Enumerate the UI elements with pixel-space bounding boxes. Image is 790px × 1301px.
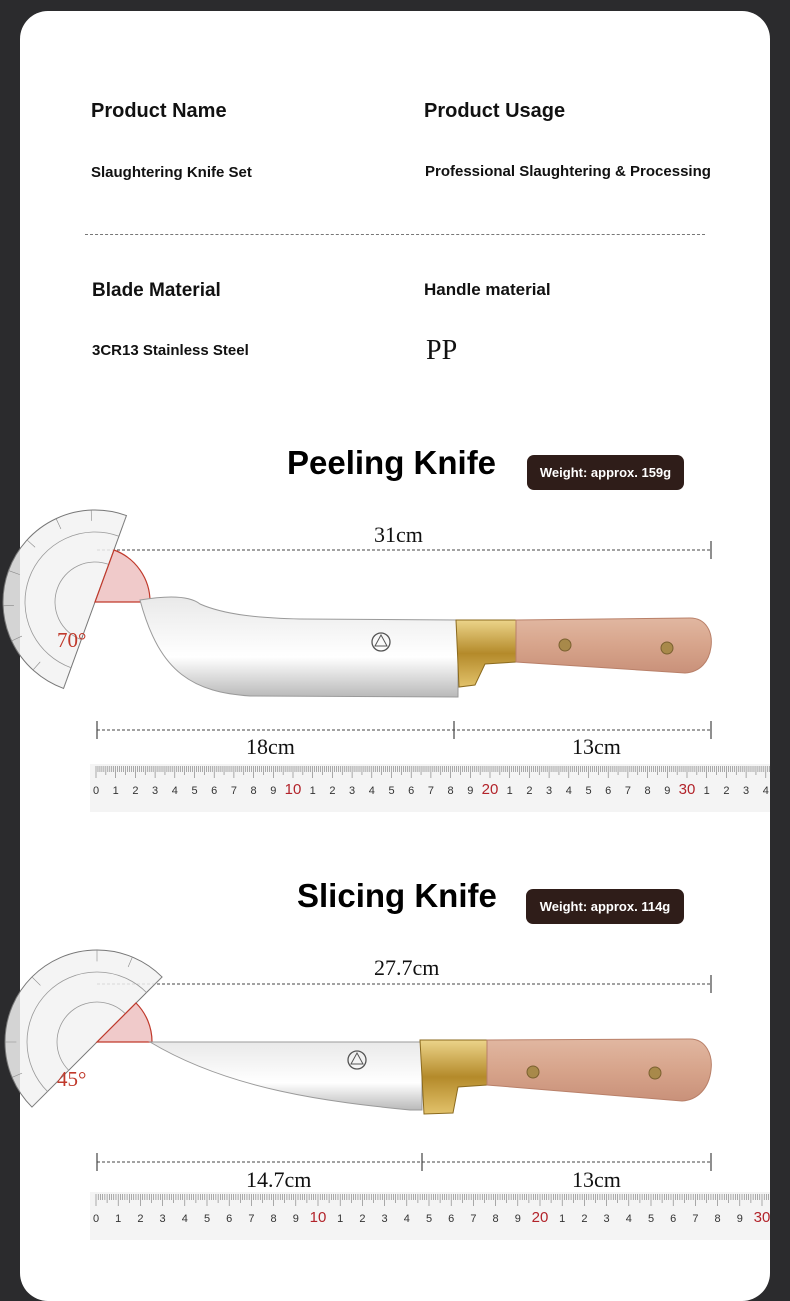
ruler-label: 1 — [115, 1213, 122, 1225]
ruler-label: 5 — [203, 1213, 211, 1225]
rivet-icon — [661, 642, 673, 654]
slicing-bolster — [420, 1040, 487, 1114]
ruler-label: 7 — [692, 1213, 699, 1225]
ruler-label: 4 — [762, 785, 769, 797]
ruler-label: 6 — [408, 785, 415, 797]
peeling-angle-label: 70° — [57, 628, 87, 652]
peeling-weight-badge: Weight: approx. 159g — [527, 455, 684, 490]
ruler-label: 3 — [603, 1213, 610, 1225]
slicing-blade-length: 14.7cm — [246, 1167, 312, 1192]
peeling-blade-length: 18cm — [246, 734, 295, 759]
ruler — [90, 764, 770, 812]
ruler-label: 1 — [337, 1213, 344, 1225]
product-name-value: Slaughtering Knife Set — [91, 164, 252, 181]
peeling-knife-title: Peeling Knife — [287, 444, 497, 481]
slicing-knife-title: Slicing Knife — [297, 877, 497, 914]
peeling-bolster — [456, 620, 516, 687]
peeling-knife-diagram — [0, 500, 790, 820]
ruler-label: 7 — [230, 785, 237, 797]
ruler-label: 30 — [678, 781, 696, 798]
slicing-total-length: 27.7cm — [374, 955, 440, 980]
ruler-label: 1 — [112, 785, 119, 797]
ruler-label: 6 — [211, 785, 218, 797]
peeling-total-length: 31cm — [374, 522, 423, 547]
product-usage-label: Product Usage — [424, 100, 566, 122]
ruler-label: 3 — [159, 1213, 166, 1225]
ruler-label: 9 — [292, 1213, 299, 1225]
ruler-label: 1 — [703, 785, 710, 797]
rivet-icon — [649, 1067, 661, 1079]
ruler-label: 1 — [559, 1213, 566, 1225]
ruler-label: 2 — [723, 785, 730, 797]
ruler-label: 9 — [514, 1213, 521, 1225]
ruler-label: 7 — [470, 1213, 477, 1225]
ruler-label: 3 — [743, 785, 750, 797]
ruler-label: 5 — [585, 785, 592, 797]
ruler-label: 8 — [250, 785, 257, 797]
ruler-label: 0 — [92, 1213, 100, 1225]
slicing-handle — [487, 1039, 711, 1101]
ruler-label: 4 — [171, 785, 178, 797]
blade-material-value: 3CR13 Stainless Steel — [92, 342, 249, 359]
ruler-label: 5 — [191, 785, 198, 797]
ruler-label: 8 — [447, 785, 454, 797]
ruler-label: 1 — [506, 785, 513, 797]
ruler-label: 2 — [137, 1213, 144, 1225]
spec-divider — [85, 234, 705, 235]
ruler-label: 2 — [359, 1213, 366, 1225]
ruler-label: 3 — [546, 785, 553, 797]
slicing-handle-length: 13cm — [572, 1167, 621, 1192]
ruler-label: 5 — [647, 1213, 655, 1225]
slicing-angle-label: 45° — [57, 1067, 87, 1091]
ruler-label: 4 — [181, 1213, 188, 1225]
slicing-knife-diagram — [0, 940, 790, 1260]
ruler-label: 9 — [467, 785, 474, 797]
rivet-icon — [527, 1066, 539, 1078]
product-usage-value: Professional Slaughtering & Processing — [425, 163, 711, 180]
ruler-label: 9 — [736, 1213, 743, 1225]
ruler-label: 7 — [248, 1213, 255, 1225]
ruler-label: 2 — [132, 785, 139, 797]
ruler-label: 20 — [531, 1209, 549, 1226]
peeling-blade — [140, 597, 458, 697]
slicing-weight-badge: Weight: approx. 114g — [526, 889, 684, 924]
ruler-label: 6 — [448, 1213, 455, 1225]
ruler-label: 2 — [526, 785, 533, 797]
ruler-label: 7 — [624, 785, 631, 797]
ruler-label: 3 — [349, 785, 356, 797]
slicing-blade — [150, 1042, 422, 1110]
ruler-label: 30 — [753, 1209, 771, 1226]
ruler-label: 5 — [388, 785, 395, 797]
ruler-label: 6 — [605, 785, 612, 797]
ruler-label: 6 — [226, 1213, 233, 1225]
handle-material-label: Handle material — [424, 280, 551, 299]
ruler-label: 4 — [625, 1213, 632, 1225]
ruler-label: 8 — [714, 1213, 721, 1225]
ruler-label: 2 — [329, 785, 336, 797]
ruler-label: 5 — [425, 1213, 433, 1225]
ruler-label: 7 — [427, 785, 434, 797]
rivet-icon — [559, 639, 571, 651]
ruler-label: 0 — [92, 785, 100, 797]
ruler-label: 3 — [381, 1213, 388, 1225]
ruler-label: 3 — [152, 785, 159, 797]
ruler-label: 8 — [644, 785, 651, 797]
peeling-handle-length: 13cm — [572, 734, 621, 759]
peeling-handle — [516, 618, 711, 673]
ruler-label: 1 — [309, 785, 316, 797]
ruler-label: 20 — [481, 781, 499, 798]
ruler-label: 10 — [284, 781, 302, 798]
ruler-label: 6 — [670, 1213, 677, 1225]
ruler — [90, 1192, 770, 1240]
ruler-label: 9 — [270, 785, 277, 797]
ruler-label: 4 — [368, 785, 375, 797]
product-name-label: Product Name — [91, 100, 227, 122]
ruler-label: 4 — [565, 785, 572, 797]
ruler-label: 4 — [403, 1213, 410, 1225]
ruler-label: 2 — [581, 1213, 588, 1225]
handle-material-value: PP — [426, 335, 458, 366]
ruler-label: 8 — [270, 1213, 277, 1225]
ruler-label: 10 — [309, 1209, 327, 1226]
ruler-label: 8 — [492, 1213, 499, 1225]
blade-material-label: Blade Material — [92, 280, 221, 301]
ruler-label: 9 — [664, 785, 671, 797]
